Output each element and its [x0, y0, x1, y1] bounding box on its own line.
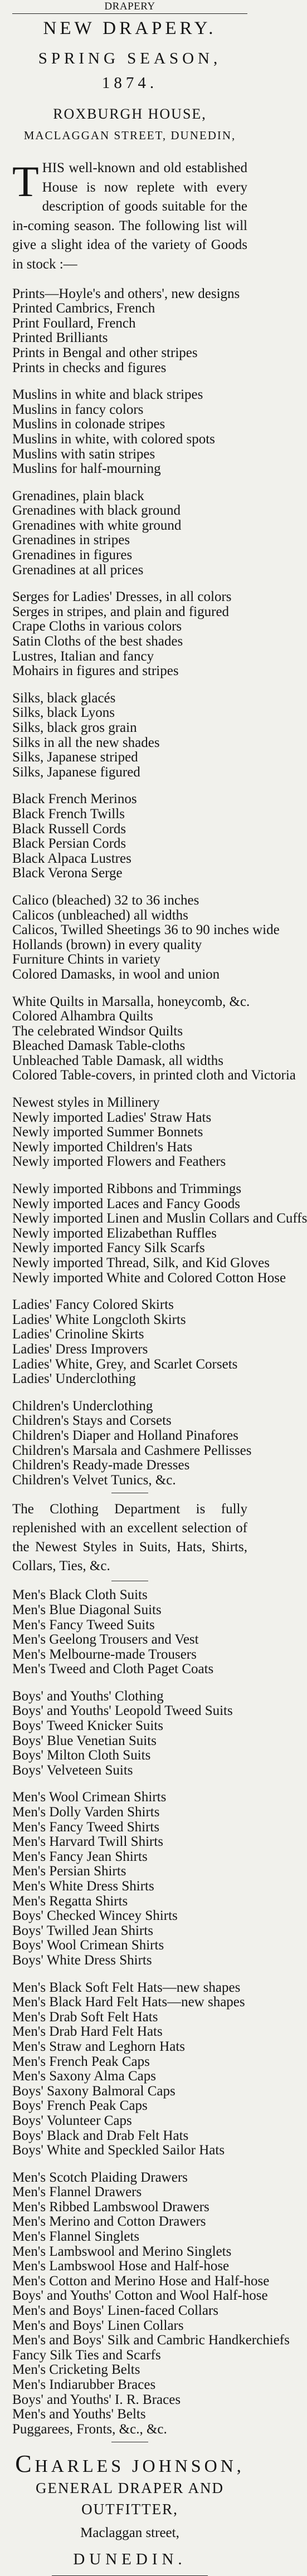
- list-item: Children's Diaper and Holland Pinafores: [12, 1428, 238, 1443]
- list-item: Boys' and Youths' Clothing: [12, 1688, 164, 1704]
- group-gap: [12, 1285, 247, 1298]
- list-item: Boys' White and Speckled Sailor Hats: [12, 2143, 225, 2158]
- goods-group: [12, 287, 247, 376]
- list-item: Newly imported White and Colored Cotton Hose: [12, 1270, 286, 1285]
- list-item: Bleached Damask Table-cloths: [12, 1038, 186, 1054]
- name-initial: C: [15, 2450, 35, 2478]
- list-item: Boys' Saxony Balmoral Caps: [12, 2083, 176, 2099]
- list-item: The celebrated Windsor Quilts: [12, 1023, 183, 1039]
- list-item: Men's White Dress Shirts: [12, 1879, 154, 1894]
- goods-list-a: [12, 286, 307, 1488]
- list-item: Men's Black Soft Felt Hats—new shapes: [12, 1979, 241, 1995]
- group-gap: [12, 780, 247, 792]
- list-item: Newest styles in Millinery: [12, 1095, 160, 1111]
- list-item: Men's Black Hard Felt Hats—new shapes: [12, 1995, 245, 2010]
- list-item: Boys' Wool Crimean Shirts: [12, 1938, 164, 1953]
- list-item: Grenadines with white ground: [12, 517, 182, 533]
- list-item: Children's Underclothing: [12, 1398, 153, 1414]
- list-item: Men's Melbourne-made Trousers: [12, 1646, 197, 1662]
- list-item: Colored Table-covers, in printed cloth and Victoria: [12, 1068, 296, 1083]
- group-gap: [12, 1170, 247, 1182]
- list-item: Grenadines in figures: [12, 548, 133, 563]
- list-item: Silks in all the new shades: [12, 735, 160, 750]
- intro-paragraph: [12, 159, 247, 275]
- list-item: Newly imported Flowers and Feathers: [12, 1154, 226, 1170]
- group-gap: [12, 1083, 247, 1096]
- goods-group: [12, 1398, 252, 1488]
- goods-group: [12, 1298, 247, 1387]
- list-item: Newly imported Summer Bonnets: [12, 1125, 203, 1140]
- list-item: Mohairs in figures and stripes: [12, 663, 179, 679]
- list-item: Ladies' Underclothing: [12, 1371, 136, 1387]
- clothing-paragraph: The Clothing Department is fully replenished with an excellent selection of the Newest Styles in Suits, Hats, Shirts, Collars, Ties, &c.: [12, 1502, 247, 1574]
- list-item: Newly imported Ladies' Straw Hats: [12, 1109, 212, 1125]
- group-gap: [12, 2158, 247, 2171]
- list-item: Printed Brilliants: [12, 330, 108, 346]
- group-gap: [12, 1677, 247, 1689]
- group-gap: [12, 679, 247, 691]
- list-item: Serges for Ladies' Dresses, in all colors: [12, 589, 232, 605]
- list-item: Boys' Black and Drab Felt Hats: [12, 2128, 189, 2143]
- list-item: Print Foullard, French: [12, 315, 136, 331]
- list-item: Men's Fancy Jean Shirts: [12, 1849, 148, 1864]
- list-item: Boys' Milton Cloth Suits: [12, 1748, 151, 1763]
- list-item: Men's Straw and Leghorn Hats: [12, 2039, 185, 2054]
- list-item: Men's Cricketing Belts: [12, 2362, 140, 2378]
- goods-group: [12, 1096, 247, 1170]
- list-item: Newly imported Ribbons and Trimmings: [12, 1181, 242, 1197]
- list-item: Boys' Blue Venetian Suits: [12, 1733, 157, 1748]
- drop-cap: T: [12, 157, 39, 206]
- list-item: Men's Fancy Tweed Suits: [12, 1617, 155, 1632]
- list-item: Lustres, Italian and fancy: [12, 648, 154, 664]
- list-item: Muslins for half-mourning: [12, 461, 161, 477]
- address-line-2: MACLAGGAN STREET, DUNEDIN,: [23, 129, 236, 142]
- list-item: Men's Geelong Trousers and Vest: [12, 1632, 199, 1648]
- list-item: Prints in checks and figures: [12, 360, 167, 375]
- list-item: Children's Ready-made Dresses: [12, 1458, 190, 1473]
- list-item: Men's Tweed and Cloth Paget Coats: [12, 1661, 214, 1677]
- list-item: Puggarees, Fronts, &c., &c.: [12, 2421, 167, 2437]
- list-item: Grenadines with black ground: [12, 503, 181, 519]
- list-item: Men's Fancy Tweed Shirts: [12, 1819, 160, 1835]
- list-item: Men's Drab Hard Felt Hats: [12, 2024, 163, 2040]
- list-item: Ladies' White, Grey, and Scarlet Corsets: [12, 1356, 238, 1372]
- list-item: Black French Twills: [12, 806, 125, 822]
- goods-group: [12, 1588, 247, 1677]
- group-gap: [12, 1778, 247, 1790]
- list-item: Men's Drab Soft Felt Hats: [12, 2009, 158, 2025]
- list-item: Fancy Silk Ties and Scarfs: [12, 2347, 161, 2363]
- list-item: Men's Regatta Shirts: [12, 1893, 128, 1909]
- list-item: Men's Persian Shirts: [12, 1864, 126, 1879]
- list-item: Black Verona Serge: [12, 866, 123, 881]
- goods-group: [12, 2169, 290, 2437]
- list-item: Grenadines at all prices: [12, 562, 144, 578]
- list-item: Serges in stripes, and plain and figured: [12, 604, 230, 619]
- ad-title: NEW DRAPERY.: [43, 18, 217, 38]
- list-item: Boys' Volunteer Caps: [12, 2113, 132, 2128]
- proprietor-town: DUNEDIN.: [73, 2550, 187, 2569]
- list-item: Men's Black Cloth Suits: [12, 1587, 148, 1603]
- list-item: Men's Saxony Alma Caps: [12, 2069, 156, 2084]
- name-rest: HARLES JOHNSON,: [35, 2456, 245, 2476]
- list-item: Men's Blue Diagonal Suits: [12, 1602, 162, 1617]
- list-item: Newly imported Fancy Silk Scarfs: [12, 1240, 205, 1256]
- list-item: Men's and Boys' Linen-faced Collars: [12, 2303, 219, 2319]
- list-item: Men's Cotton and Merino Hose and Half-hose: [12, 2273, 270, 2289]
- list-item: Men's Merino and Cotton Drawers: [12, 2214, 206, 2230]
- group-gap: [12, 983, 247, 995]
- list-item: Ladies' Crinoline Skirts: [12, 1327, 144, 1342]
- list-item: Prints in Bengal and other stripes: [12, 345, 198, 360]
- list-item: Men's Dolly Varden Shirts: [12, 1805, 160, 1820]
- list-item: Unbleached Table Damask, all widths: [12, 1053, 223, 1068]
- list-item: Children's Stays and Corsets: [12, 1413, 172, 1429]
- list-item: Muslins in colonade stripes: [12, 417, 165, 432]
- list-item: Boys' Twilled Jean Shirts: [12, 1923, 153, 1938]
- list-item: Grenadines in stripes: [12, 532, 130, 548]
- list-item: Grenadines, plain black: [12, 488, 144, 504]
- list-item: Boys' and Youths' I. R. Braces: [12, 2392, 181, 2407]
- proprietor-name: [12, 2452, 247, 2477]
- goods-group: [12, 1981, 247, 2158]
- address-line-1: ROXBURGH HOUSE,: [53, 106, 207, 122]
- list-item: Boys' White Dress Shirts: [12, 1952, 152, 1968]
- goods-list-b: [12, 1587, 290, 2437]
- list-item: Boys' Tweed Knicker Suits: [12, 1718, 164, 1734]
- intro-text: HIS well-known and old established House is now replete with every description of goods suitable for the in-coming season. The following list will give a slight idea of the variety of Goods in stock :—: [12, 160, 247, 272]
- goods-group: [12, 590, 247, 679]
- list-item: Muslins in fancy colors: [12, 402, 144, 417]
- section-header: DRAPERY: [104, 1, 155, 12]
- group-gap: [12, 578, 247, 590]
- list-item: Newly imported Thread, Silk, and Kid Gloves: [12, 1255, 270, 1270]
- list-item: Men's Harvard Twill Shirts: [12, 1834, 164, 1850]
- list-item: Men's Lambswool Hose and Half-hose: [12, 2259, 230, 2274]
- list-item: Silks, black glacés: [12, 690, 116, 706]
- list-item: Ladies' Fancy Colored Skirts: [12, 1297, 174, 1313]
- ad-subtitle: SPRING SEASON, 1874.: [38, 50, 222, 92]
- list-item: Newly imported Laces and Fancy Goods: [12, 1196, 240, 1211]
- list-item: Satin Cloths of the best shades: [12, 634, 183, 649]
- goods-group: [12, 792, 247, 881]
- list-item: Colored Alhambra Quilts: [12, 1009, 153, 1024]
- goods-group: [12, 994, 296, 1084]
- list-item: Boys' French Peak Caps: [12, 2098, 148, 2114]
- proprietor-title: GENERAL DRAPER AND OUTFITTER,: [35, 2480, 224, 2518]
- list-item: Men's Indiarubber Braces: [12, 2377, 156, 2392]
- list-item: Calicos, Twilled Sheetings 36 to 90 inches wide: [12, 922, 280, 938]
- group-gap: [12, 1387, 247, 1399]
- list-item: Boys' Checked Wincey Shirts: [12, 1908, 178, 1924]
- goods-group: [12, 691, 247, 780]
- goods-group: [12, 1790, 247, 1968]
- group-gap: [12, 881, 247, 893]
- list-item: Men's French Peak Caps: [12, 2054, 150, 2069]
- list-item: Newly imported Linen and Muslin Collars and Cuffs: [12, 1211, 307, 1226]
- group-gap: [12, 375, 247, 388]
- list-item: Newly imported Children's Hats: [12, 1139, 193, 1155]
- list-item: Men's and Youths' Belts: [12, 2407, 146, 2422]
- list-item: Crape Cloths in various colors: [12, 619, 182, 634]
- goods-group: [12, 1181, 307, 1285]
- list-item: Men's Scotch Plaiding Drawers: [12, 2169, 188, 2185]
- list-item: Ladies' Dress Improvers: [12, 1341, 148, 1357]
- list-item: Boys' and Youths' Leopold Tweed Suits: [12, 1703, 233, 1719]
- list-item: Silks, black gros grain: [12, 720, 137, 735]
- list-item: Men's Wool Crimean Shirts: [12, 1790, 167, 1805]
- list-item: Boys' Velveteen Suits: [12, 1762, 133, 1778]
- list-item: Muslins with satin stripes: [12, 446, 155, 462]
- list-item: Children's Marsala and Cashmere Pellisses: [12, 1443, 252, 1458]
- goods-group: [12, 892, 280, 983]
- list-item: Calico (bleached) 32 to 36 inches: [12, 892, 199, 908]
- list-item: Furniture Chints in variety: [12, 952, 160, 967]
- list-item: Calicos (unbleached) all widths: [12, 907, 188, 923]
- list-item: White Quilts in Marsalla, honeycomb, &c.: [12, 994, 250, 1009]
- goods-group: [12, 489, 247, 578]
- list-item: Men's Flannel Drawers: [12, 2184, 142, 2200]
- list-item: Black Persian Cords: [12, 836, 126, 852]
- group-gap: [12, 477, 247, 489]
- group-gap: [12, 1968, 247, 1981]
- goods-group: [12, 1689, 247, 1778]
- list-item: Silks, Japanese figured: [12, 764, 140, 780]
- list-item: Men's and Boys' Silk and Cambric Handkerchiefs: [12, 2333, 290, 2348]
- list-item: Silks, Japanese striped: [12, 750, 138, 765]
- proprietor-street: Maclaggan street,: [80, 2525, 179, 2541]
- list-item: Men's Ribbed Lambswool Drawers: [12, 2199, 209, 2215]
- goods-group: [12, 388, 247, 477]
- list-item: Newly imported Elizabethan Ruffles: [12, 1225, 217, 1241]
- list-item: Prints—Hoyle's and others', new designs: [12, 286, 240, 301]
- list-item: Muslins in white and black stripes: [12, 387, 203, 403]
- list-item: Ladies' White Longcloth Skirts: [12, 1312, 186, 1327]
- header-rule: [12, 13, 247, 14]
- list-item: Boys' and Youths' Cotton and Wool Half-hose: [12, 2288, 268, 2304]
- list-item: Silks, black Lyons: [12, 705, 115, 721]
- list-item: Men's Lambswool and Merino Singlets: [12, 2243, 232, 2259]
- list-item: Men's and Boys' Linen Collars: [12, 2318, 184, 2333]
- list-item: Black French Merinos: [12, 791, 137, 807]
- list-item: Children's Velvet Tunics, &c.: [12, 1472, 176, 1488]
- list-item: Colored Damasks, in wool and union: [12, 966, 220, 982]
- list-item: Black Alpaca Lustres: [12, 850, 131, 866]
- list-item: Hollands (brown) in every quality: [12, 937, 202, 952]
- list-item: Men's Flannel Singlets: [12, 2229, 140, 2245]
- list-item: Muslins in white, with colored spots: [12, 431, 215, 447]
- list-item: Printed Cambrics, French: [12, 301, 155, 316]
- list-item: Black Russell Cords: [12, 821, 126, 837]
